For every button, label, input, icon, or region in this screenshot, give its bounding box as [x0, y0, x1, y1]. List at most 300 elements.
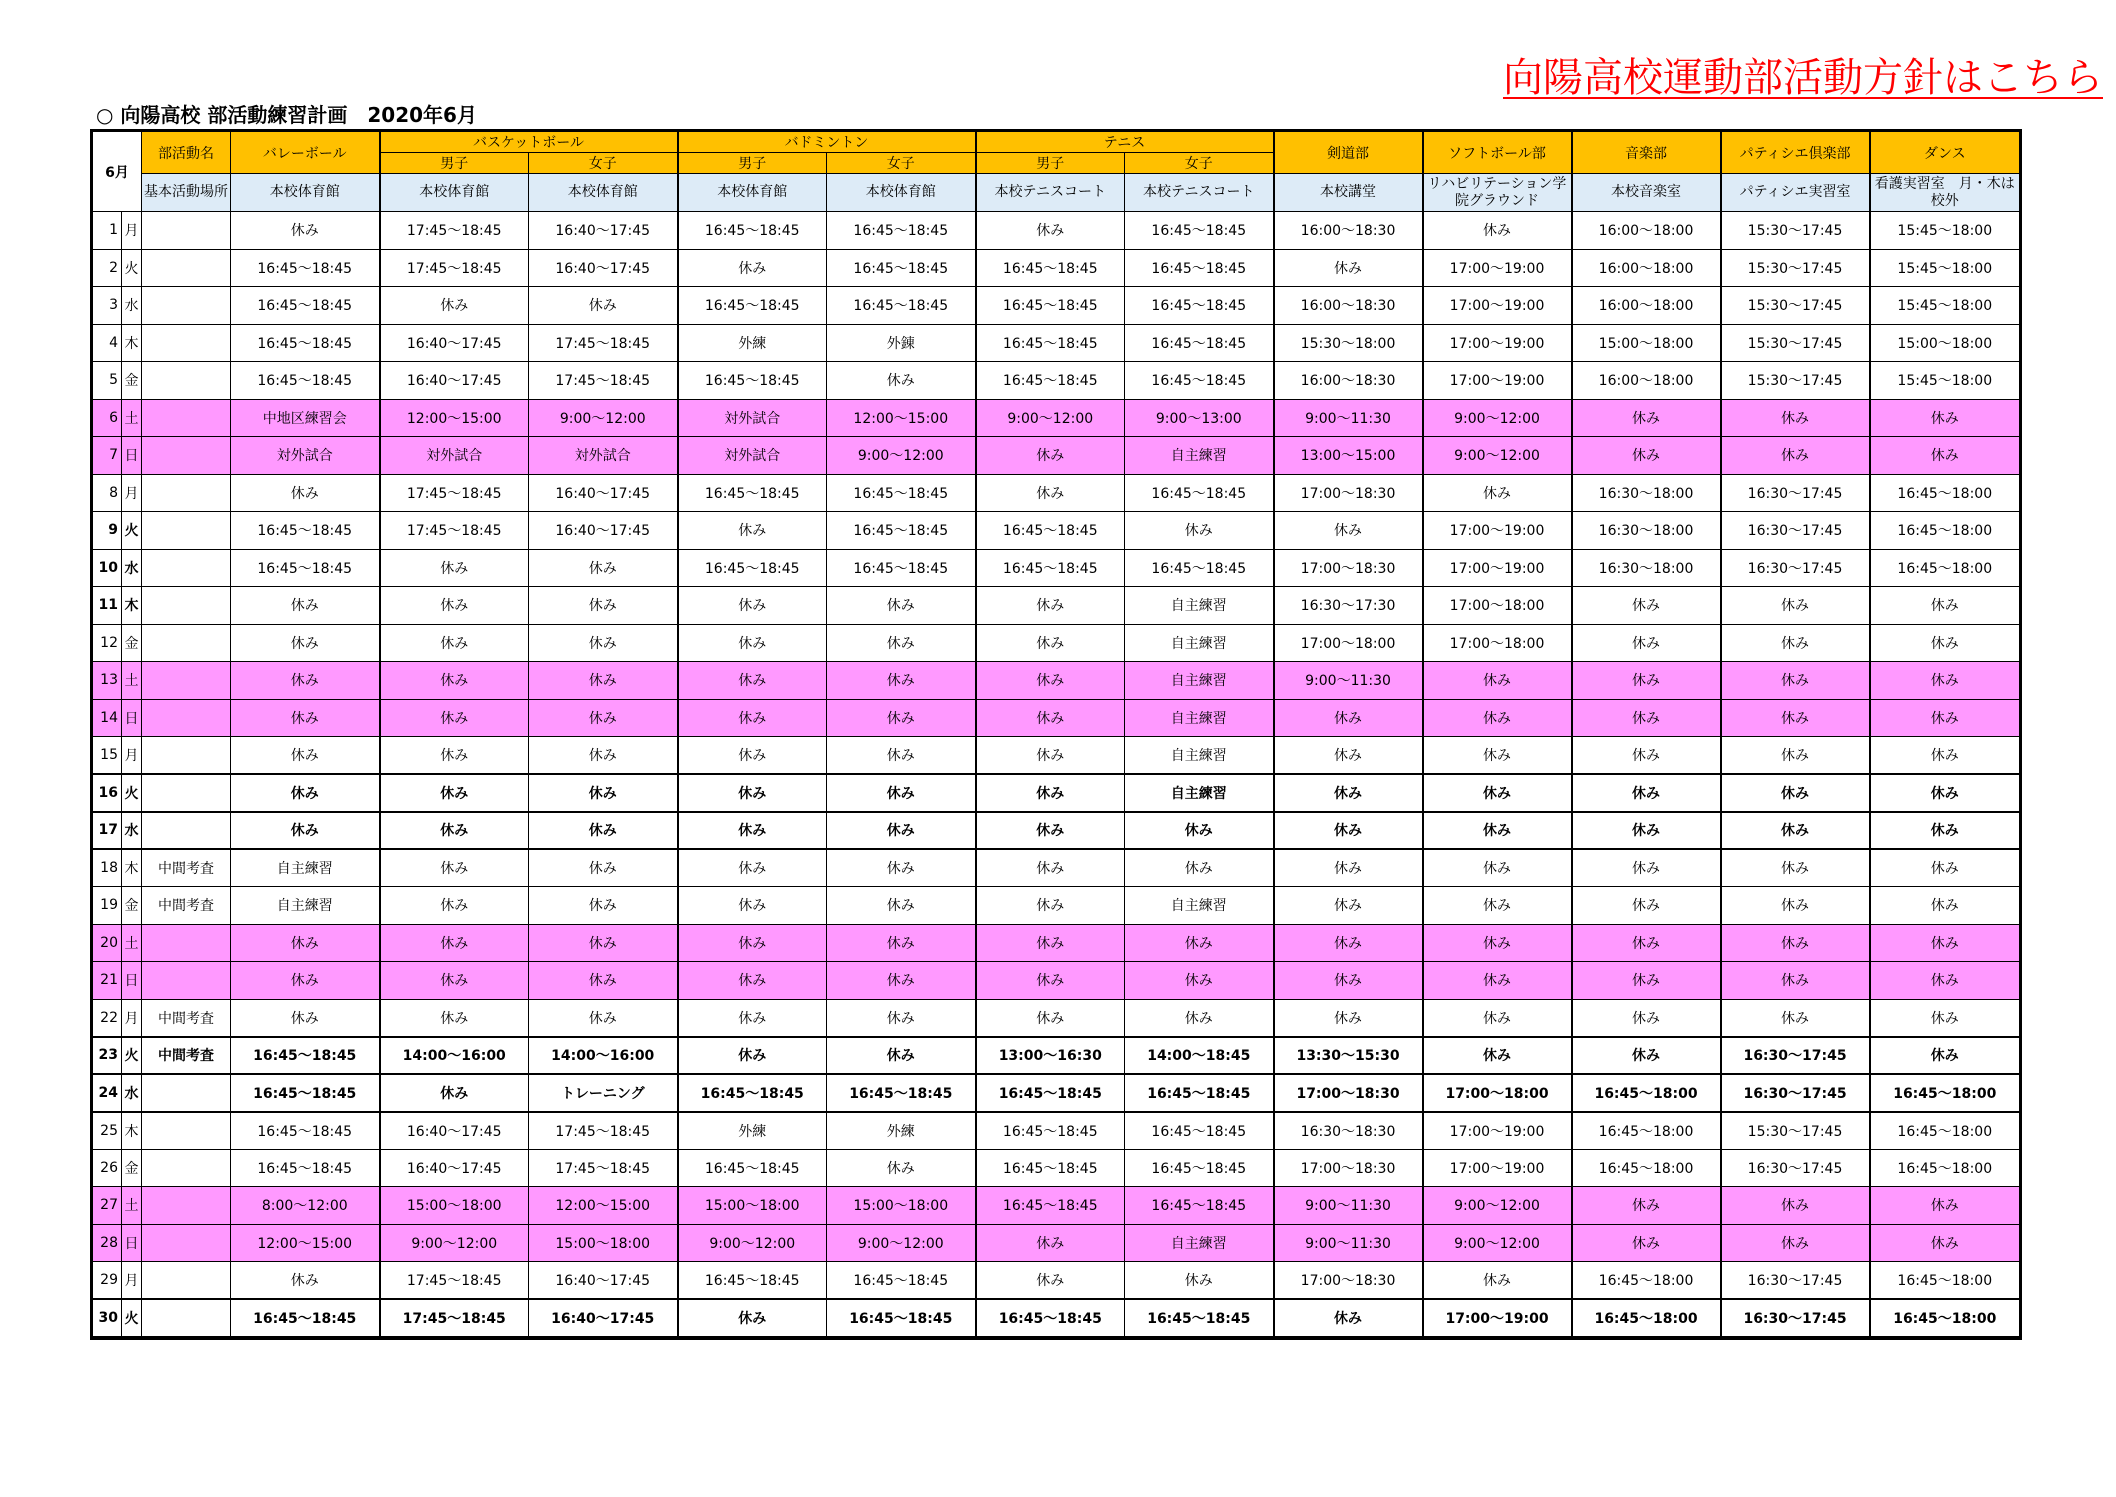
schedule-cell: 8:00～12:00 [231, 1187, 380, 1225]
schedule-cell: 16:45～18:00 [1870, 549, 2020, 587]
tennis-girls-header: 女子 [1125, 153, 1274, 174]
schedule-cell: 休み [1423, 662, 1572, 700]
schedule-cell: 16:45～18:00 [1572, 1112, 1721, 1150]
schedule-cell: 休み [1721, 1187, 1870, 1225]
location-basketball-boys: 本校体育館 [380, 174, 529, 212]
schedule-cell: 17:00～18:30 [1274, 1149, 1423, 1187]
location-tennis-girls: 本校テニスコート [1125, 174, 1274, 212]
schedule-cell: 17:00～19:00 [1423, 1149, 1572, 1187]
schedule-cell: 12:00～15:00 [827, 399, 976, 437]
schedule-cell: 17:00～19:00 [1423, 1299, 1572, 1337]
schedule-cell: 休み [1721, 399, 1870, 437]
row-note [142, 699, 231, 737]
schedule-cell: 自主練習 [1125, 624, 1274, 662]
row-note [142, 737, 231, 775]
table-row [93, 399, 2020, 437]
schedule-cell: 16:45～18:45 [827, 287, 976, 325]
schedule-cell: 休み [380, 662, 529, 700]
schedule-cell: 休み [827, 1037, 976, 1075]
schedule-cell: 中地区練習会 [231, 399, 380, 437]
schedule-cell: 休み [1721, 662, 1870, 700]
badminton-header: バドミントン [678, 132, 976, 153]
schedule-cell: 16:45～18:45 [231, 549, 380, 587]
schedule-cell: 休み [231, 474, 380, 512]
day-number: 17 [93, 812, 122, 850]
schedule-cell: 休み [1870, 1224, 2020, 1262]
schedule-cell: 休み [678, 924, 827, 962]
schedule-cell: 自主練習 [1125, 1224, 1274, 1262]
day-of-week: 木 [122, 587, 142, 625]
tennis-boys-header: 男子 [976, 153, 1125, 174]
row-note [142, 774, 231, 812]
schedule-cell: 休み [529, 774, 678, 812]
day-number: 24 [93, 1074, 122, 1112]
schedule-cell: 休み [976, 774, 1125, 812]
schedule-cell: 16:40～17:45 [380, 1149, 529, 1187]
day-number: 21 [93, 962, 122, 1000]
schedule-cell: 休み [827, 812, 976, 850]
music-header: 音楽部 [1572, 132, 1721, 174]
schedule-cell: 16:30～17:45 [1721, 512, 1870, 550]
schedule-cell: 休み [1423, 774, 1572, 812]
schedule-cell: 17:45～18:45 [380, 1262, 529, 1300]
schedule-cell: 休み [1423, 212, 1572, 250]
schedule-cell: 休み [1870, 962, 2020, 1000]
row-note [142, 812, 231, 850]
schedule-cell: トレーニング [529, 1074, 678, 1112]
schedule-cell: 15:00～18:00 [1572, 324, 1721, 362]
schedule-cell: 休み [529, 924, 678, 962]
day-number: 14 [93, 699, 122, 737]
schedule-cell: 休み [1870, 887, 2020, 925]
schedule-cell: 17:45～18:45 [380, 474, 529, 512]
table-row [93, 437, 2020, 475]
schedule-cell: 16:40～17:45 [529, 1262, 678, 1300]
day-of-week: 土 [122, 662, 142, 700]
schedule-cell: 9:00～11:30 [1274, 1224, 1423, 1262]
schedule-cell: 休み [1870, 437, 2020, 475]
day-of-week: 金 [122, 887, 142, 925]
table-row [93, 999, 2020, 1037]
day-number: 26 [93, 1149, 122, 1187]
schedule-cell: 17:45～18:45 [380, 212, 529, 250]
schedule-cell: 15:00～18:00 [529, 1224, 678, 1262]
day-of-week: 水 [122, 812, 142, 850]
row-note [142, 1112, 231, 1150]
schedule-cell: 休み [1423, 924, 1572, 962]
day-number: 10 [93, 549, 122, 587]
schedule-cell: 休み [1572, 812, 1721, 850]
schedule-cell: 休み [1870, 624, 2020, 662]
schedule-cell: 16:45～18:45 [1125, 324, 1274, 362]
schedule-cell: 15:00～18:00 [1870, 324, 2020, 362]
schedule-cell: 休み [976, 737, 1125, 775]
schedule-cell: 15:30～18:00 [1274, 324, 1423, 362]
schedule-cell: 休み [1125, 924, 1274, 962]
activity-policy-link[interactable]: 向陽高校運動部活動方針はこちら [1503, 55, 2103, 101]
schedule-cell: 休み [529, 887, 678, 925]
schedule-cell: 休み [1423, 1037, 1572, 1075]
schedule-cell: 16:45～18:00 [1870, 1149, 2020, 1187]
location-dance: 看護実習室 月・木は校外 [1870, 174, 2020, 212]
schedule-cell: 16:45～18:45 [976, 1187, 1125, 1225]
table-row [93, 1149, 2020, 1187]
table-row [93, 662, 2020, 700]
row-note [142, 1224, 231, 1262]
schedule-cell: 16:45～18:45 [231, 249, 380, 287]
schedule-cell: 休み [1572, 774, 1721, 812]
day-of-week: 日 [122, 437, 142, 475]
location-volleyball: 本校体育館 [231, 174, 380, 212]
schedule-cell: 17:00～19:00 [1423, 287, 1572, 325]
schedule-cell: 16:45～18:45 [231, 287, 380, 325]
schedule-cell: 17:00～19:00 [1423, 512, 1572, 550]
schedule-cell: 9:00～11:30 [1274, 399, 1423, 437]
schedule-cell: 休み [231, 774, 380, 812]
schedule-cell: 休み [976, 587, 1125, 625]
schedule-cell: 休み [827, 849, 976, 887]
row-note [142, 624, 231, 662]
schedule-cell: 15:30～17:45 [1721, 1112, 1870, 1150]
table-row [93, 512, 2020, 550]
schedule-cell: 16:45～18:00 [1870, 1074, 2020, 1112]
schedule-cell: 休み [231, 662, 380, 700]
schedule-cell: 16:45～18:45 [976, 287, 1125, 325]
day-of-week: 月 [122, 999, 142, 1037]
schedule-cell: 16:45～18:45 [231, 1299, 380, 1337]
schedule-cell: 休み [1572, 437, 1721, 475]
location-basketball-girls: 本校体育館 [529, 174, 678, 212]
schedule-cell: 休み [1870, 999, 2020, 1037]
row-note [142, 924, 231, 962]
schedule-cell: 休み [827, 774, 976, 812]
schedule-cell: 16:45～18:00 [1870, 1262, 2020, 1300]
schedule-cell: 休み [976, 662, 1125, 700]
table-row [93, 249, 2020, 287]
schedule-cell: 休み [231, 624, 380, 662]
day-of-week: 日 [122, 699, 142, 737]
schedule-cell: 16:45～18:00 [1870, 512, 2020, 550]
schedule-cell: 休み [529, 849, 678, 887]
day-number: 19 [93, 887, 122, 925]
schedule-cell: 休み [1274, 849, 1423, 887]
page-title: ○ 向陽高校 部活動練習計画 2020年6月 [96, 103, 477, 127]
table-row [93, 1187, 2020, 1225]
schedule-cell: 16:45～18:45 [827, 1262, 976, 1300]
row-note [142, 549, 231, 587]
schedule-cell: 17:00～19:00 [1423, 362, 1572, 400]
day-of-week: 土 [122, 399, 142, 437]
schedule-cell: 9:00～12:00 [1423, 399, 1572, 437]
schedule-cell: 休み [678, 887, 827, 925]
schedule-cell: 16:45～18:45 [827, 1299, 976, 1337]
day-of-week: 火 [122, 774, 142, 812]
schedule-cell: 休み [1870, 1187, 2020, 1225]
schedule-cell: 16:45～18:00 [1572, 1074, 1721, 1112]
schedule-cell: 15:45～18:00 [1870, 249, 2020, 287]
schedule-cell: 休み [1125, 812, 1274, 850]
schedule-cell: 15:30～17:45 [1721, 287, 1870, 325]
schedule-cell: 休み [1870, 662, 2020, 700]
schedule-cell: 休み [827, 924, 976, 962]
schedule-cell: 休み [976, 624, 1125, 662]
schedule-cell: 9:00～12:00 [976, 399, 1125, 437]
schedule-cell: 16:45～18:45 [231, 362, 380, 400]
schedule-cell: 16:45～18:45 [976, 1112, 1125, 1150]
table-row [93, 887, 2020, 925]
schedule-cell: 休み [976, 1224, 1125, 1262]
schedule-cell: 16:45～18:45 [678, 1074, 827, 1112]
schedule-cell: 自主練習 [1125, 662, 1274, 700]
day-number: 22 [93, 999, 122, 1037]
schedule-cell: 13:00～15:00 [1274, 437, 1423, 475]
schedule-cell: 対外試合 [231, 437, 380, 475]
day-of-week: 火 [122, 512, 142, 550]
schedule-cell: 休み [380, 737, 529, 775]
schedule-cell: 休み [976, 849, 1125, 887]
row-note: 中間考査 [142, 849, 231, 887]
schedule-cell: 16:45～18:45 [827, 512, 976, 550]
schedule-cell: 休み [231, 699, 380, 737]
location-patissier: パティシエ実習室 [1721, 174, 1870, 212]
schedule-cell: 17:45～18:45 [380, 1299, 529, 1337]
schedule-cell: 14:00～16:00 [529, 1037, 678, 1075]
row-note [142, 587, 231, 625]
table-row [93, 324, 2020, 362]
schedule-cell: 休み [1423, 474, 1572, 512]
schedule-cell: 15:00～18:00 [380, 1187, 529, 1225]
schedule-cell: 17:45～18:45 [529, 324, 678, 362]
schedule-cell: 休み [976, 962, 1125, 1000]
schedule-cell: 16:45～18:00 [1572, 1299, 1721, 1337]
schedule-cell: 休み [1721, 774, 1870, 812]
schedule-cell: 16:45～18:45 [827, 549, 976, 587]
schedule-cell: 休み [1274, 962, 1423, 1000]
location-badminton-girls: 本校体育館 [827, 174, 976, 212]
schedule-cell: 自主練習 [1125, 737, 1274, 775]
schedule-cell: 休み [1721, 699, 1870, 737]
schedule-cell: 16:45～18:45 [976, 1074, 1125, 1112]
table-row [93, 699, 2020, 737]
schedule-cell: 16:30～18:30 [1274, 1112, 1423, 1150]
schedule-cell: 休み [1274, 887, 1423, 925]
schedule-cell: 休み [380, 287, 529, 325]
schedule-cell: 休み [827, 624, 976, 662]
schedule-cell: 休み [380, 812, 529, 850]
schedule-cell: 休み [529, 587, 678, 625]
day-number: 5 [93, 362, 122, 400]
schedule-cell: 16:40～17:45 [380, 324, 529, 362]
softball-header: ソフトボール部 [1423, 132, 1572, 174]
schedule-cell: 休み [976, 887, 1125, 925]
schedule-cell: 17:45～18:45 [529, 1149, 678, 1187]
row-note [142, 1187, 231, 1225]
row-note [142, 287, 231, 325]
schedule-cell: 休み [1125, 849, 1274, 887]
schedule-cell: 休み [1721, 737, 1870, 775]
schedule-cell: 休み [529, 624, 678, 662]
schedule-cell: 16:30～18:00 [1572, 549, 1721, 587]
schedule-cell: 休み [1870, 774, 2020, 812]
schedule-cell: 休み [976, 812, 1125, 850]
schedule-cell: 16:45～18:45 [678, 212, 827, 250]
schedule-cell: 自主練習 [1125, 699, 1274, 737]
schedule-cell: 16:30～17:30 [1274, 587, 1423, 625]
schedule-cell: 9:00～12:00 [827, 437, 976, 475]
schedule-cell: 16:40～17:45 [529, 474, 678, 512]
schedule-cell: 16:00～18:00 [1572, 212, 1721, 250]
schedule-cell: 休み [380, 999, 529, 1037]
schedule-cell: 対外試合 [678, 399, 827, 437]
schedule-cell: 休み [678, 774, 827, 812]
schedule-cell: 休み [529, 699, 678, 737]
day-number: 7 [93, 437, 122, 475]
schedule-cell: 自主練習 [231, 849, 380, 887]
schedule-cell: 16:40～17:45 [380, 362, 529, 400]
dance-header: ダンス [1870, 132, 2020, 174]
schedule-cell: 休み [1423, 1262, 1572, 1300]
schedule-cell: 9:00～12:00 [827, 1224, 976, 1262]
schedule-cell: 17:00～19:00 [1423, 324, 1572, 362]
schedule-cell: 休み [1870, 587, 2020, 625]
schedule-cell: 休み [678, 699, 827, 737]
schedule-cell: 休み [1870, 1037, 2020, 1075]
schedule-cell: 16:45～18:45 [976, 324, 1125, 362]
row-note [142, 962, 231, 1000]
schedule-cell: 9:00～13:00 [1125, 399, 1274, 437]
table-row [93, 812, 2020, 850]
schedule-cell: 16:30～17:45 [1721, 1037, 1870, 1075]
schedule-cell: 17:00～19:00 [1423, 1112, 1572, 1150]
day-of-week: 火 [122, 249, 142, 287]
schedule-cell: 対外試合 [529, 437, 678, 475]
row-note [142, 437, 231, 475]
schedule-cell: 17:45～18:45 [529, 362, 678, 400]
schedule-cell: 17:00～18:30 [1274, 1074, 1423, 1112]
schedule-cell: 13:00～16:30 [976, 1037, 1125, 1075]
day-number: 9 [93, 512, 122, 550]
schedule-cell: 外練 [678, 324, 827, 362]
schedule-cell: 16:30～17:45 [1721, 1149, 1870, 1187]
row-note [142, 1262, 231, 1300]
schedule-cell: 休み [678, 849, 827, 887]
schedule-cell: 16:45～18:45 [231, 1112, 380, 1150]
day-number: 2 [93, 249, 122, 287]
schedule-cell: 休み [380, 962, 529, 1000]
day-number: 30 [93, 1299, 122, 1337]
day-number: 15 [93, 737, 122, 775]
schedule-cell: 16:45～18:00 [1870, 1112, 2020, 1150]
schedule-cell: 休み [1721, 624, 1870, 662]
row-note [142, 662, 231, 700]
schedule-cell: 17:45～18:45 [380, 512, 529, 550]
day-of-week: 月 [122, 212, 142, 250]
schedule-cell: 16:45～18:45 [976, 1149, 1125, 1187]
schedule-cell: 休み [1274, 512, 1423, 550]
kendo-header: 剣道部 [1274, 132, 1423, 174]
schedule-cell: 16:45～18:45 [678, 1149, 827, 1187]
schedule-cell: 16:45～18:45 [1125, 287, 1274, 325]
schedule-cell: 休み [1423, 962, 1572, 1000]
schedule-cell: 休み [1423, 999, 1572, 1037]
row-note [142, 212, 231, 250]
patissier-header: パティシエ倶楽部 [1721, 132, 1870, 174]
schedule-cell: 休み [1572, 699, 1721, 737]
schedule-cell: 休み [1870, 737, 2020, 775]
schedule-cell: 休み [678, 812, 827, 850]
schedule-cell: 休み [827, 737, 976, 775]
schedule-cell: 休み [1721, 924, 1870, 962]
location-label: 基本活動場所 [142, 174, 231, 212]
table-row [93, 962, 2020, 1000]
schedule-cell: 16:00～18:00 [1572, 287, 1721, 325]
schedule-cell: 外練 [827, 1112, 976, 1150]
table-row [93, 474, 2020, 512]
day-number: 8 [93, 474, 122, 512]
schedule-cell: 休み [1423, 887, 1572, 925]
row-note: 中間考査 [142, 1037, 231, 1075]
schedule-cell: 休み [1125, 1262, 1274, 1300]
day-of-week: 木 [122, 1112, 142, 1150]
schedule-cell: 16:00～18:00 [1572, 362, 1721, 400]
day-number: 11 [93, 587, 122, 625]
schedule-cell: 16:45～18:45 [976, 249, 1125, 287]
schedule-cell: 16:00～18:00 [1572, 249, 1721, 287]
schedule-cell: 16:30～17:45 [1721, 1299, 1870, 1337]
schedule-cell: 休み [1125, 999, 1274, 1037]
row-note [142, 399, 231, 437]
schedule-cell: 15:45～18:00 [1870, 212, 2020, 250]
schedule-cell: 休み [827, 699, 976, 737]
schedule-cell: 休み [827, 1149, 976, 1187]
schedule-cell: 休み [1572, 887, 1721, 925]
table-row [93, 587, 2020, 625]
schedule-cell: 休み [1572, 999, 1721, 1037]
schedule-cell: 16:45～18:45 [1125, 549, 1274, 587]
schedule-cell: 外錬 [827, 324, 976, 362]
schedule-cell: 16:45～18:45 [231, 512, 380, 550]
schedule-cell: 12:00～15:00 [529, 1187, 678, 1225]
schedule-cell: 16:30～17:45 [1721, 549, 1870, 587]
schedule-cell: 16:45～18:00 [1870, 474, 2020, 512]
schedule-cell: 休み [1572, 737, 1721, 775]
schedule-cell: 16:45～18:45 [1125, 249, 1274, 287]
schedule-cell: 休み [380, 774, 529, 812]
schedule-cell: 休み [1274, 924, 1423, 962]
location-badminton-boys: 本校体育館 [678, 174, 827, 212]
schedule-cell: 休み [827, 662, 976, 700]
schedule-cell: 16:45～18:00 [1572, 1262, 1721, 1300]
schedule-cell: 休み [380, 924, 529, 962]
day-number: 20 [93, 924, 122, 962]
schedule-cell: 休み [1721, 999, 1870, 1037]
schedule-cell: 休み [529, 662, 678, 700]
row-note [142, 512, 231, 550]
schedule-cell: 休み [529, 549, 678, 587]
schedule-cell: 自主練習 [1125, 887, 1274, 925]
schedule-cell: 休み [976, 999, 1125, 1037]
schedule-cell: 16:45～18:45 [678, 287, 827, 325]
schedule-cell: 自主練習 [231, 887, 380, 925]
schedule-cell: 休み [231, 999, 380, 1037]
schedule-cell: 15:00～18:00 [678, 1187, 827, 1225]
basketball-girls-header: 女子 [529, 153, 678, 174]
table-row [93, 1037, 2020, 1075]
schedule-cell: 16:45～18:45 [231, 1074, 380, 1112]
row-note [142, 249, 231, 287]
schedule-cell: 16:00～18:30 [1274, 212, 1423, 250]
schedule-cell: 16:40～17:45 [529, 512, 678, 550]
